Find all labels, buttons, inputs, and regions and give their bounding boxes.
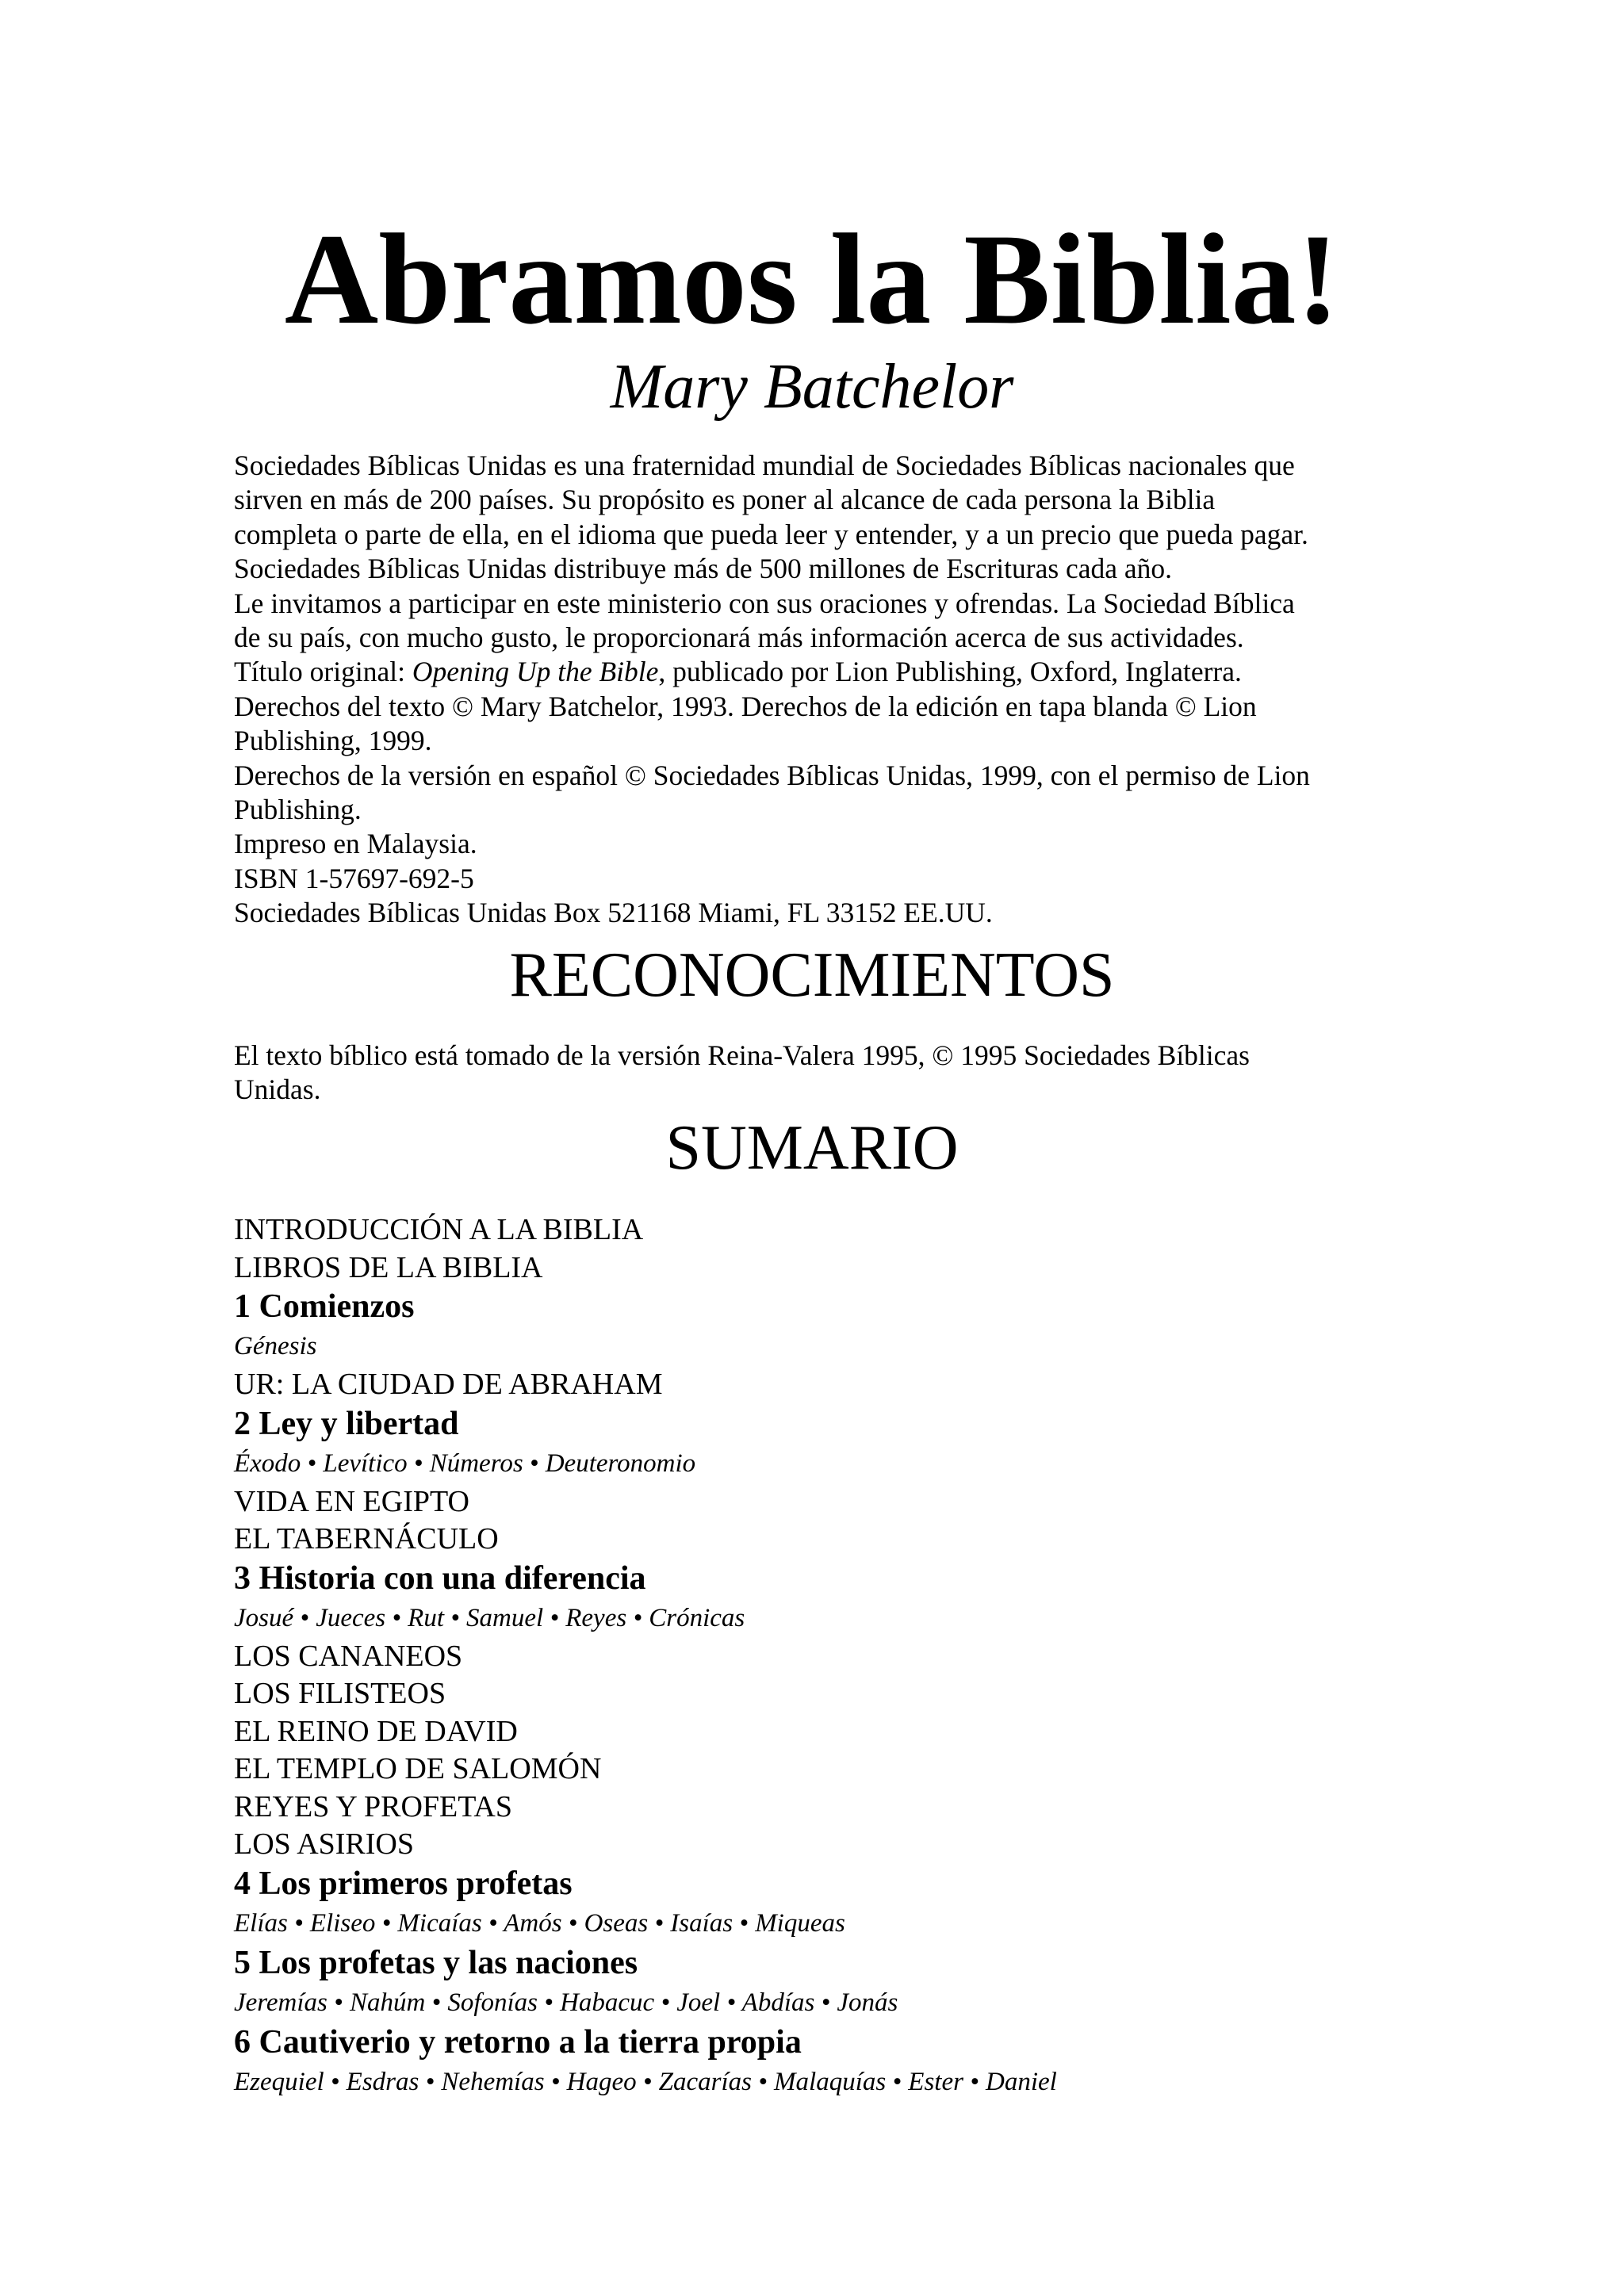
copyright-line: Publishing.: [234, 794, 362, 826]
copyright-line: Publishing, 1999.: [234, 725, 432, 757]
copyright-line: Sociedades Bíblicas Unidas distribuye más de 500 millones de Escrituras cada año.: [234, 553, 1173, 585]
book-title: Abramos la Biblia!: [284, 208, 1340, 351]
original-title-prefix: Título original:: [234, 656, 412, 688]
toc-section-entry: EL TABERNÁCULO: [234, 1522, 499, 1556]
isbn-line: ISBN 1-57697-692-5: [234, 862, 474, 894]
toc-section-entry: EL REINO DE DAVID: [234, 1714, 518, 1748]
copyright-line: Impreso en Malaysia.: [234, 828, 477, 860]
acknowledgements-line: El texto bíblico está tomado de la versión Reina-Valera 1995, © 1995 Sociedades Bíblicas: [234, 1039, 1250, 1071]
copyright-line: Derechos de la versión en español © Sociedades Bíblicas Unidas, 1999, con el permiso de Lion: [234, 759, 1310, 791]
toc-book-list: Génesis: [234, 1332, 317, 1360]
table-of-contents: [234, 1211, 1400, 2102]
publisher-address: Sociedades Bíblicas Unidas Box 521168 Miami, FL 33152 EE.UU.: [234, 897, 993, 929]
toc-section-entry: LOS CANANEOS: [234, 1639, 463, 1673]
toc-section-entry: LOS FILISTEOS: [234, 1677, 446, 1710]
toc-book-list: Ezequiel • Esdras • Nehemías • Hageo • Zacarías • Malaquías • Ester • Daniel: [234, 2067, 1057, 2096]
original-title-suffix: , publicado por Lion Publishing, Oxford, Inglaterra.: [658, 656, 1242, 688]
toc-book-list: Jeremías • Nahúm • Sofonías • Habacuc • Joel • Abdías • Jonás: [234, 1988, 898, 2017]
toc-book-list: Éxodo • Levítico • Números • Deuteronomio: [234, 1448, 696, 1478]
toc-section-entry: LOS ASIRIOS: [234, 1827, 414, 1861]
toc-book-list: Josué • Jueces • Rut • Samuel • Reyes • Crónicas: [234, 1603, 745, 1632]
copyright-line: Derechos del texto © Mary Batchelor, 1993. Derechos de la edición en tapa blanda © Lion: [234, 690, 1257, 722]
toc-chapter-title: 4 Los primeros profetas: [234, 1865, 573, 1902]
toc-chapter-title: 1 Comienzos: [234, 1288, 415, 1325]
acknowledgements-line: Unidas.: [234, 1073, 321, 1106]
acknowledgements-heading: RECONOCIMIENTOS: [509, 940, 1115, 1010]
toc-section-entry: UR: LA CIUDAD DE ABRAHAM: [234, 1368, 663, 1401]
toc-chapter-title: 2 Ley y libertad: [234, 1405, 459, 1442]
toc-book-list: Elías • Eliseo • Micaías • Amós • Oseas • Isaías • Miqueas: [234, 1908, 845, 1938]
original-title-line: [234, 655, 1400, 689]
toc-chapter-title: 6 Cautiverio y retorno a la tierra propia: [234, 2023, 802, 2061]
toc-section-entry: EL TEMPLO DE SALOMÓN: [234, 1752, 602, 1785]
copyright-line: sirven en más de 200 países. Su propósito es poner al alcance de cada persona la Biblia: [234, 484, 1216, 516]
toc-chapter-title: 3 Historia con una diferencia: [234, 1559, 646, 1597]
copyright-line: completa o parte de ella, en el idioma que pueda leer y entender, y a un precio que pueda pagar.: [234, 518, 1308, 550]
acknowledgements-text: [234, 1039, 1400, 1108]
toc-section-entry: INTRODUCCIÓN A LA BIBLIA: [234, 1213, 644, 1246]
original-title: Opening Up the Bible: [412, 656, 659, 688]
toc-section-entry: REYES Y PROFETAS: [234, 1789, 512, 1823]
book-author: Mary Batchelor: [610, 352, 1014, 422]
copyright-notice: [234, 449, 1400, 931]
contents-heading: SUMARIO: [665, 1113, 959, 1183]
toc-section-entry: VIDA EN EGIPTO: [234, 1484, 469, 1518]
toc-chapter-title: 5 Los profetas y las naciones: [234, 1944, 638, 1981]
copyright-line: Sociedades Bíblicas Unidas es una fraternidad mundial de Sociedades Bíblicas nacionales que: [234, 450, 1295, 481]
copyright-line: Le invitamos a participar en este ministerio con sus oraciones y ofrendas. La Sociedad Bíblica: [234, 587, 1295, 619]
toc-section-entry: LIBROS DE LA BIBLIA: [234, 1250, 543, 1284]
copyright-line: de su país, con mucho gusto, le proporcionará más información acerca de sus actividades.: [234, 622, 1244, 654]
